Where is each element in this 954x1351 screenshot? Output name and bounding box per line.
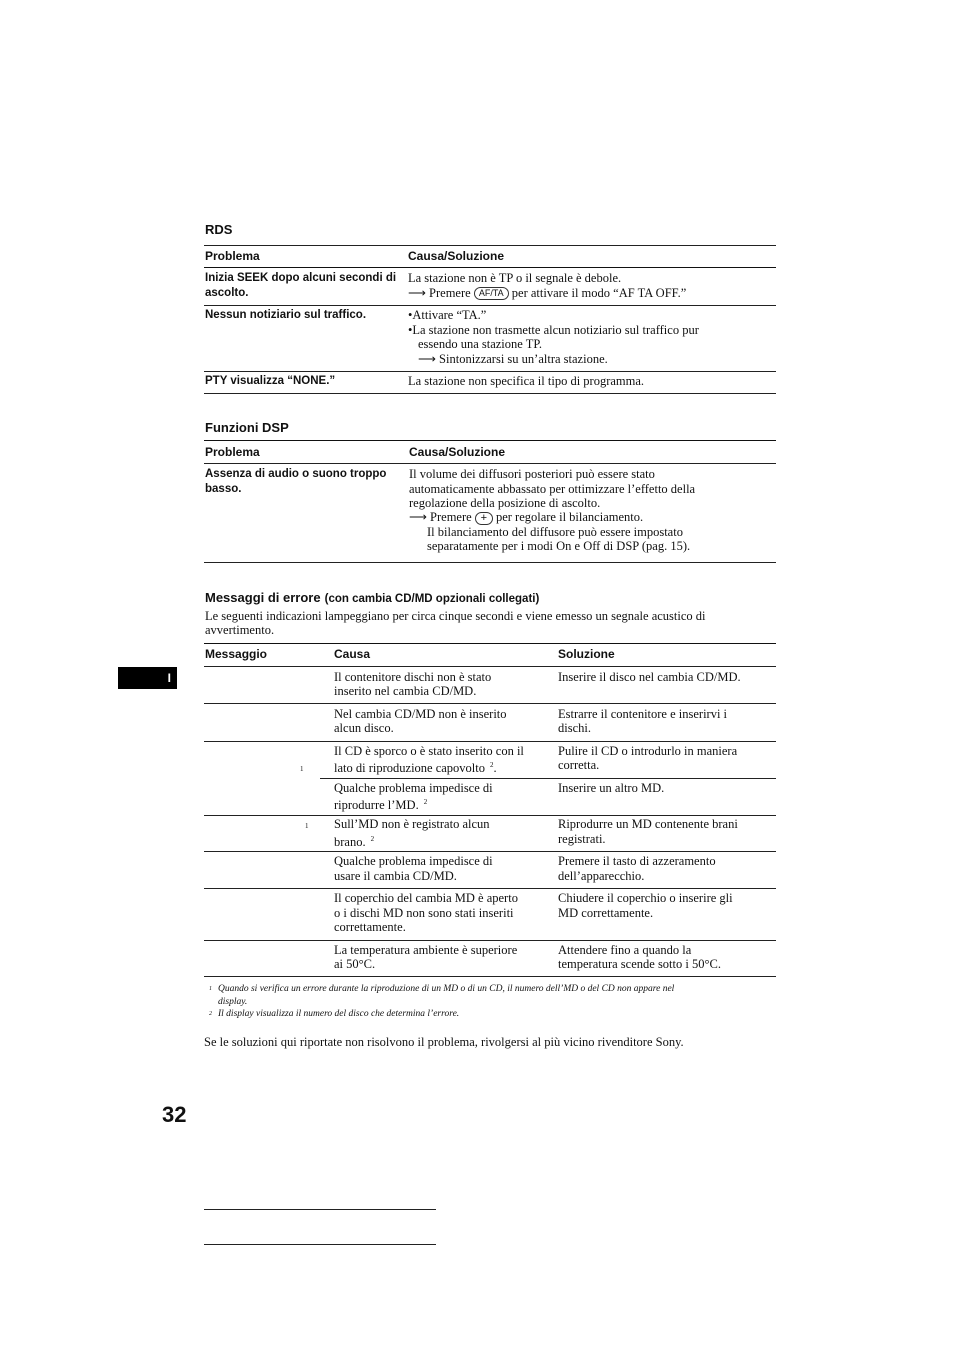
rds-header-problema: Problema: [205, 249, 260, 263]
errors-bottom-rule: [204, 976, 776, 977]
error-row4-solution-l1: Inserire un altro MD.: [558, 781, 665, 795]
rds-row2-solution-text: Sintonizzarsi su un’altra stazione.: [439, 352, 608, 366]
errors-title: Messaggi di errore: [205, 590, 321, 605]
error-row5-cause-text: brano.: [334, 835, 366, 849]
rds-header-causa: Causa/Soluzione: [408, 249, 505, 263]
errors-row-divider: [204, 741, 776, 742]
errors-header-causa: Causa: [334, 647, 371, 661]
rds-header-rule: [204, 267, 776, 268]
footnote-mark: 1: [305, 822, 309, 830]
dsp-solution: [409, 510, 643, 525]
error-row7-solution-l1: Chiudere il coperchio o inserire gli: [558, 891, 733, 905]
page-number: 32: [162, 1102, 187, 1127]
error-row2-solution-l1: Estrarre il contenitore e inserirvi i: [558, 707, 728, 721]
rds-top-rule: [204, 245, 776, 246]
af-ta-button-icon: AF/TA: [474, 287, 509, 300]
errors-subtitle: (con cambia CD/MD opzionali collegati): [324, 593, 540, 605]
rds-row1-solution-text: Premere: [429, 286, 471, 300]
footnote-ref: 2: [370, 835, 375, 843]
error-row5-solution-l2: registrati.: [558, 832, 606, 846]
dsp-bottom-rule: [204, 562, 776, 563]
errors-top-rule: [204, 643, 776, 644]
dsp-header-rule: [204, 463, 776, 464]
dsp-cause-line3: regolazione della posizione di ascolto.: [409, 496, 601, 510]
error-row5-cause-l2: [334, 832, 374, 850]
rds-section-title: RDS: [205, 222, 233, 237]
error-row8-cause-l1: La temperatura ambiente è superiore: [334, 943, 518, 957]
errors-row-divider: [204, 703, 776, 704]
error-row7-cause-l3: correttamente.: [334, 920, 406, 934]
errors-section-title: [205, 589, 539, 607]
errors-row-divider: [204, 888, 776, 889]
error-row3-cause-text: lato di riproduzione capovolto: [334, 761, 486, 775]
arrow-right-icon: ⟶: [418, 352, 436, 366]
error-row3-cause-l1: Il CD è sporco o è stato inserito con il: [334, 744, 524, 758]
rds-row-divider: [204, 371, 776, 372]
bottom-rule: [204, 1209, 436, 1210]
errors-row-divider: [204, 940, 776, 941]
errors-row-divider: [320, 778, 776, 779]
language-tab: [118, 667, 177, 689]
error-row1-solution-l1: Inserire il disco nel cambia CD/MD.: [558, 670, 741, 684]
bottom-rule: [204, 1244, 436, 1245]
error-row1-cause-l2: inserito nel cambia CD/MD.: [334, 684, 477, 698]
error-row8-cause-l2: ai 50°C.: [334, 957, 376, 971]
dsp-solution-text2: per regolare il bilanciamento.: [495, 510, 644, 524]
rds-row3-problem: PTY visualizza “NONE.”: [205, 375, 336, 387]
dsp-note-line2: separatamente per i modi On e Off di DSP (pag. 15).: [427, 539, 691, 553]
rds-row2-bullet2: •La stazione non trasmette alcun notiziario sul traffico pur: [408, 323, 699, 337]
error-row3-solution-l2: corretta.: [558, 758, 600, 772]
error-row6-cause-l1: Qualche problema impedisce di: [334, 854, 493, 868]
error-row3-cause-end: .: [493, 761, 497, 775]
footnote2-number: 2: [209, 1011, 212, 1017]
errors-header-rule: [204, 666, 776, 667]
footnote-ref: 2: [423, 798, 428, 806]
plus-button-icon: +: [475, 512, 493, 525]
error-row4-cause-l1: Qualche problema impedisce di: [334, 781, 493, 795]
rds-row2-bullet2-cont: essendo una stazione TP.: [418, 337, 543, 351]
dsp-note-line1: Il bilanciamento del diffusore può essere impostato: [427, 525, 683, 539]
language-tab-label: I: [167, 671, 171, 685]
errors-row-divider: [204, 851, 776, 852]
errors-header-soluzione: Soluzione: [558, 647, 615, 661]
error-row5-solution-l1: Riprodurre un MD contenente brani: [558, 817, 738, 831]
rds-row2-bullet1: •Attivare “TA.”: [408, 308, 487, 322]
footnote1-line2: display.: [218, 997, 248, 1007]
error-row6-solution-l2: dell’apparecchio.: [558, 869, 645, 883]
error-row5-cause-l1: Sull’MD non è registrato alcun: [334, 817, 490, 831]
dsp-cause-line2: automaticamente abbassato per ottimizzare l’effetto della: [409, 482, 696, 496]
error-row2-solution-l2: dischi.: [558, 721, 591, 735]
closing-note: Se le soluzioni qui riportate non risolvono il problema, rivolgersi al più vicino rivenditore Sony.: [204, 1035, 684, 1049]
error-row2-cause-l2: alcun disco.: [334, 721, 394, 735]
error-row6-solution-l1: Premere il tasto di azzeramento: [558, 854, 716, 868]
error-row8-solution-l1: Attendere fino a quando la: [558, 943, 692, 957]
error-row3-cause-l2: [334, 758, 497, 776]
error-row2-cause-l1: Nel cambia CD/MD non è inserito: [334, 707, 507, 721]
error-row7-cause-l1: Il coperchio del cambia MD è aperto: [334, 891, 518, 905]
arrow-right-icon: ⟶: [409, 510, 427, 524]
dsp-header-problema: Problema: [205, 445, 260, 459]
rds-row-divider: [204, 305, 776, 306]
error-row7-solution-l2: MD correttamente.: [558, 906, 654, 920]
error-row7-cause-l2: o i dischi MD non sono stati inseriti: [334, 906, 514, 920]
errors-row-divider: [204, 815, 776, 816]
dsp-solution-text: Premere: [430, 510, 472, 524]
footnote-ref: 2: [490, 761, 494, 769]
rds-row2-problem: Nessun notiziario sul traffico.: [205, 309, 367, 321]
rds-bottom-rule: [204, 393, 776, 394]
dsp-section-title: Funzioni DSP: [205, 420, 289, 435]
rds-row1-problem: Inizia SEEK dopo alcuni secondi di ascolto.: [205, 272, 397, 299]
arrow-right-icon: ⟶: [408, 286, 426, 300]
error-row1-cause-l1: Il contenitore dischi non è stato: [334, 670, 492, 684]
errors-intro-line2: avvertimento.: [205, 623, 275, 637]
footnote1-number: 1: [209, 986, 212, 992]
footnote1-line1: Quando si verifica un errore durante la riproduzione di un MD o di un CD, il numero dell’MD o del CD non appare nel: [218, 984, 675, 994]
footnote2-text: Il display visualizza il numero del disco che determina l’errore.: [218, 1009, 460, 1019]
error-row3-solution-l1: Pulire il CD o introdurlo in maniera: [558, 744, 738, 758]
error-row4-cause-l2: [334, 795, 427, 813]
footnote-mark: 1: [300, 765, 304, 773]
error-row4-cause-text: riprodurre l’MD.: [334, 798, 419, 812]
dsp-top-rule: [204, 440, 776, 441]
dsp-cause-line1: Il volume dei diffusori posteriori può essere stato: [409, 467, 655, 481]
errors-header-messaggio: Messaggio: [205, 647, 268, 661]
rds-row3-cause: La stazione non specifica il tipo di programma.: [408, 374, 645, 388]
rds-row1-cause: La stazione non è TP o il segnale è debole.: [408, 271, 622, 285]
errors-intro-line1: Le seguenti indicazioni lampeggiano per circa cinque secondi e viene emesso un segnale acustico di: [205, 609, 706, 623]
rds-row1-solution: [408, 286, 686, 301]
error-row6-cause-l2: usare il cambia CD/MD.: [334, 869, 457, 883]
error-row8-solution-l2: temperatura scende sotto i 50°C.: [558, 957, 721, 971]
rds-row1-solution-text2: per attivare il modo “AF TA OFF.”: [511, 286, 687, 300]
rds-row2-solution: [418, 352, 608, 367]
dsp-problem: Assenza di audio o suono troppo basso.: [205, 468, 387, 495]
dsp-header-causa: Causa/Soluzione: [409, 445, 506, 459]
